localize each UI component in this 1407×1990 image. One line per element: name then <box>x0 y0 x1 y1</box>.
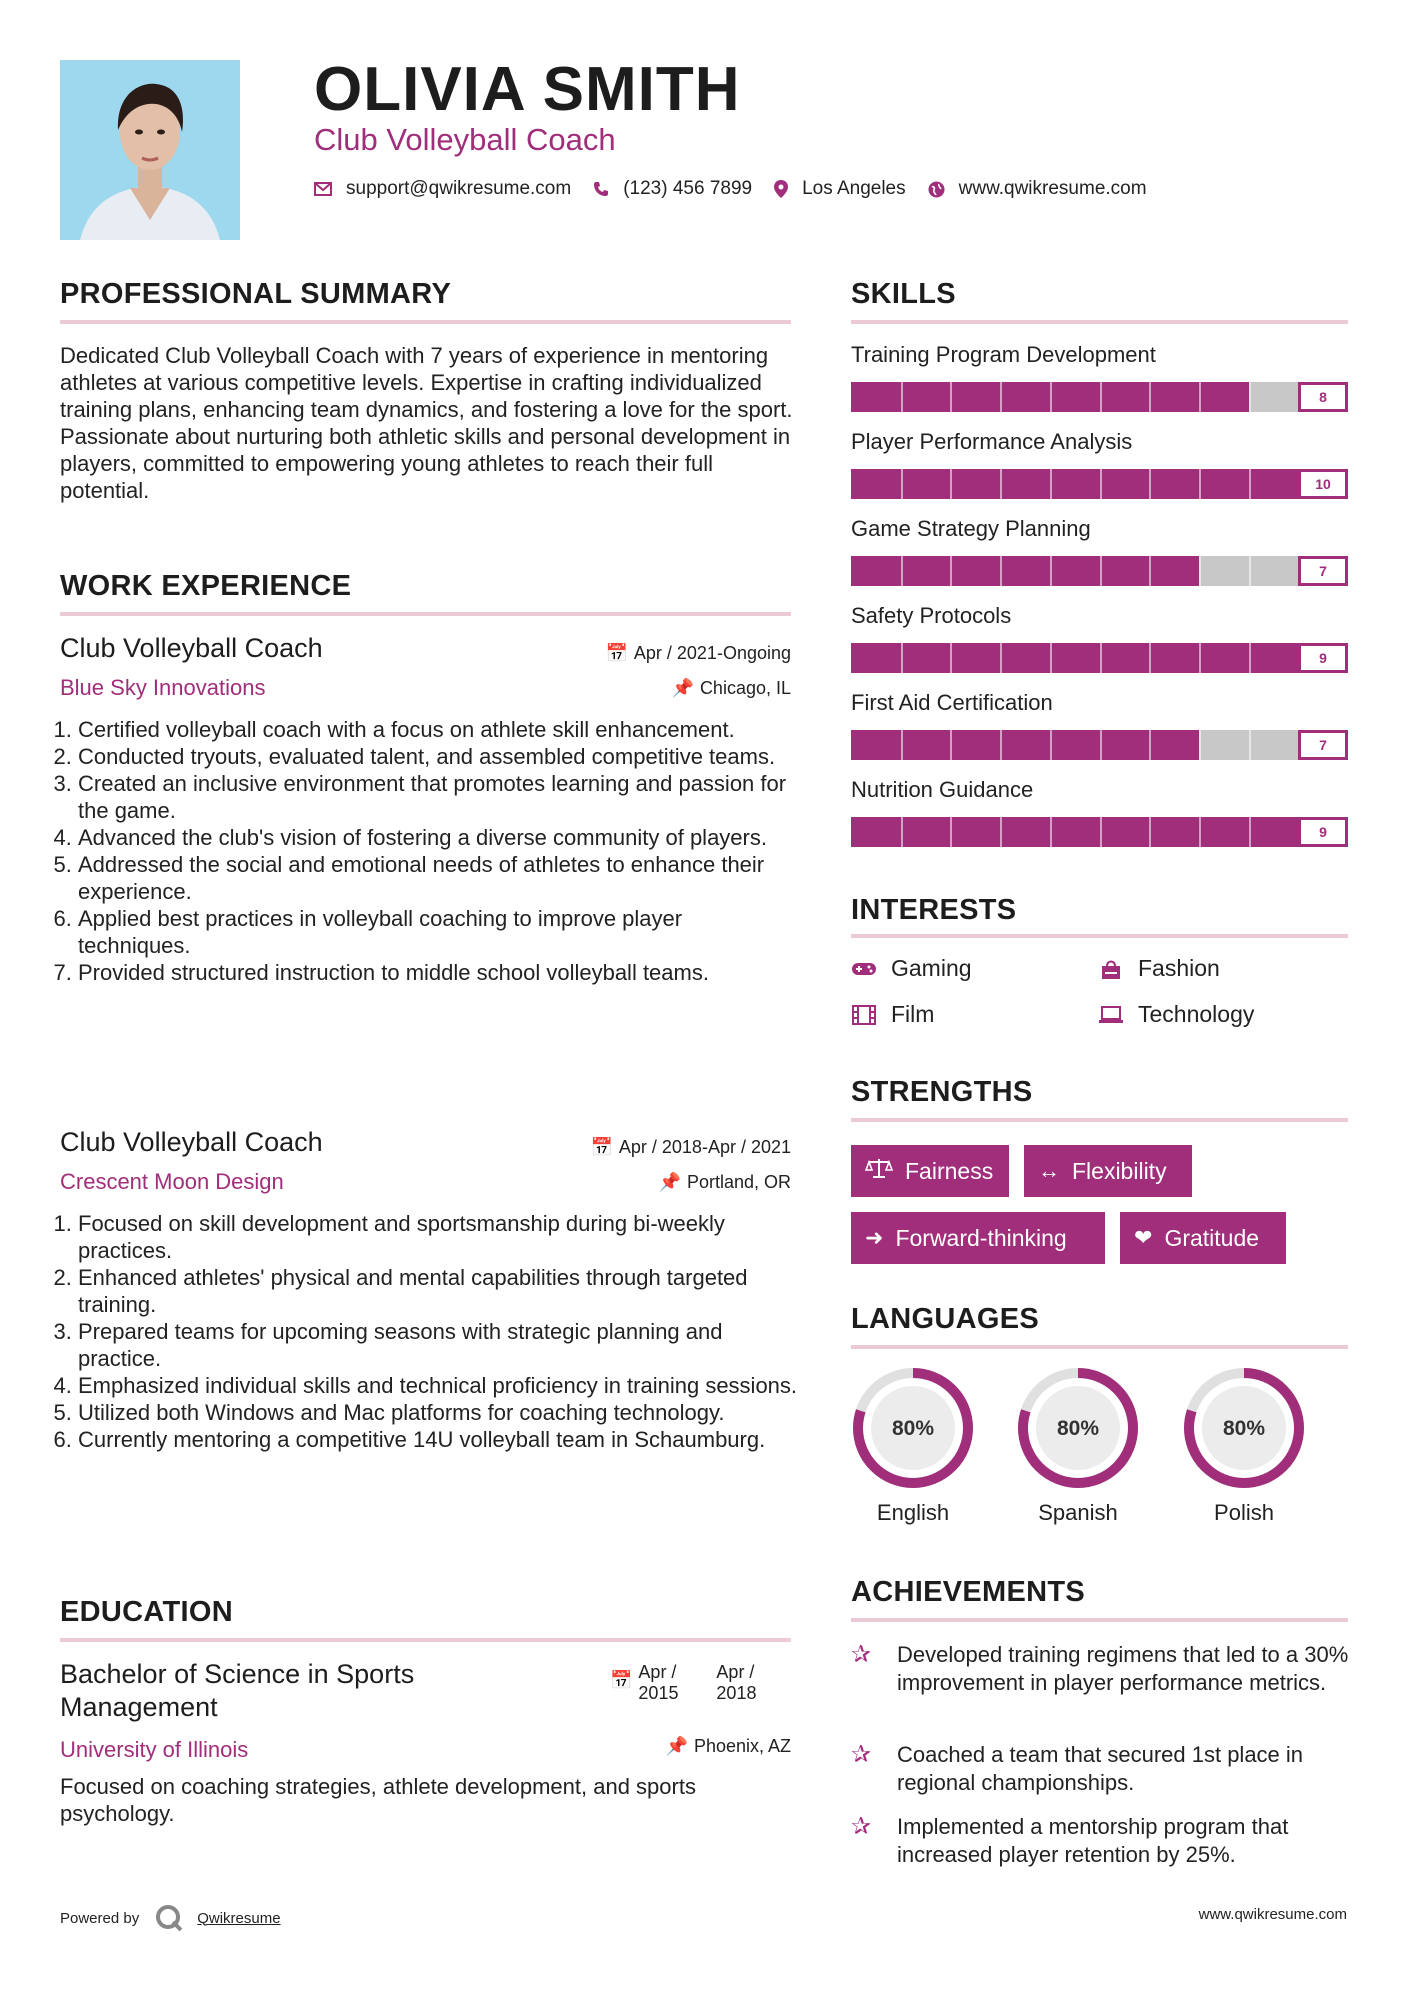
achievement-item <box>851 1813 1351 1869</box>
skill-bar-divider <box>1050 730 1052 760</box>
skill-bar-divider <box>1199 817 1201 847</box>
skill-bar-divider <box>1199 643 1201 673</box>
skill-value: 7 <box>1298 556 1348 586</box>
contact-email[interactable] <box>314 178 571 200</box>
education-degree: Bachelor of Science in Sports Management <box>60 1659 415 1722</box>
language-ring <box>851 1366 975 1490</box>
education-text: Focused on coaching strategies, athlete development, and sports psychology. <box>60 1774 696 1826</box>
skill-label: Game Strategy Planning <box>851 516 1091 541</box>
strengths-title: STRENGTHS <box>851 1076 1033 1108</box>
skills-title: SKILLS <box>851 278 956 310</box>
skill-bar-divider <box>1249 817 1251 847</box>
gamepad-icon <box>851 961 877 977</box>
job-2-duties <box>60 1210 800 1453</box>
job-2-location-text: Portland, OR <box>686 1172 791 1192</box>
languages-divider <box>851 1345 1348 1349</box>
job-1-location <box>672 678 791 699</box>
skill-bar-divider <box>1149 817 1151 847</box>
skill-bar-divider <box>901 556 903 586</box>
interest-label: Fashion <box>1138 955 1220 981</box>
education-start: Apr / 2015 <box>638 1662 679 1703</box>
achievement-text: Coached a team that secured 1st place in regional championships. <box>897 1742 1304 1795</box>
job-2-company: Crescent Moon Design <box>60 1169 284 1194</box>
brand-link[interactable]: Qwikresume <box>197 1909 281 1927</box>
skill-bar-divider <box>1050 643 1052 673</box>
candidate-name: OLIVIA SMITH <box>314 55 741 124</box>
job-2-title: Club Volleyball Coach <box>60 1127 323 1157</box>
skill-bar <box>851 730 1348 760</box>
skill-bar-divider <box>1199 469 1201 499</box>
calendar-icon: 📅 <box>610 1670 633 1690</box>
skill-bar-divider <box>950 556 952 586</box>
language-label: Polish <box>1214 1500 1274 1525</box>
job-2-dates <box>590 1137 791 1158</box>
skill-bar-divider <box>1249 730 1251 760</box>
skill-value: 7 <box>1298 730 1348 760</box>
skill-bar-divider <box>950 382 952 412</box>
experience-title: WORK EXPERIENCE <box>60 570 352 602</box>
star-icon: ✰ <box>851 1813 872 1840</box>
achievement-text: Implemented a mentorship program that increased player retention by 25%. <box>897 1814 1289 1867</box>
strength-label: Forward-thinking <box>895 1224 1067 1251</box>
skill-bar <box>851 643 1348 673</box>
strength-tag-flexibility <box>1024 1145 1192 1197</box>
skill-bar-divider <box>901 730 903 760</box>
pushpin-icon: 📌 <box>671 678 694 698</box>
skill-value: 9 <box>1298 817 1348 847</box>
skill-bar-fill <box>851 817 1298 847</box>
skill-bar-divider <box>1199 730 1201 760</box>
strength-tag-gratitude <box>1120 1212 1286 1264</box>
skill-bar-divider <box>1100 643 1102 673</box>
skill-bar-divider <box>901 382 903 412</box>
skill-bar-divider <box>1050 469 1052 499</box>
arrows-horizontal-icon: ↔ <box>1038 1158 1060 1183</box>
education-location-text: Phoenix, AZ <box>693 1736 791 1756</box>
achievement-text: Developed training regimens that led to a 30% improvement in player performance metrics. <box>897 1642 1349 1695</box>
language-percent: 80% <box>891 1417 935 1440</box>
calendar-icon: 📅 <box>605 643 628 663</box>
skill-bar <box>851 556 1348 586</box>
skill-bar-divider <box>1000 730 1002 760</box>
phone-icon <box>593 181 609 197</box>
list-item: 4. Emphasized individual skills and technical proficiency in training sessions. <box>78 1372 800 1399</box>
skill-bar-divider <box>901 643 903 673</box>
achievements-divider <box>851 1618 1348 1622</box>
interest-technology <box>1098 1001 1254 1028</box>
job-1-dates <box>605 643 791 664</box>
list-item: 5. Addressed the social and emotional needs of athletes to enhance their experience. <box>78 851 800 905</box>
job-1-location-text: Chicago, IL <box>699 678 791 698</box>
profile-photo <box>60 60 240 240</box>
language-label: Spanish <box>1038 1500 1118 1525</box>
contact-location <box>774 178 906 200</box>
skill-bar-divider <box>1249 382 1251 412</box>
skill-bar-divider <box>1149 730 1151 760</box>
star-icon: ✰ <box>851 1641 872 1668</box>
skill-bar-divider <box>901 469 903 499</box>
qwikresume-logo-icon <box>155 1904 183 1932</box>
skill-bar-divider <box>950 817 952 847</box>
list-item: 4. Advanced the club's vision of fostering a diverse community of players. <box>78 824 800 851</box>
strengths-divider <box>851 1118 1348 1122</box>
skill-bar-fill <box>851 556 1199 586</box>
interests-divider <box>851 934 1348 938</box>
skill-bar-divider <box>1100 382 1102 412</box>
language-item <box>851 1366 975 1526</box>
strength-label: Gratitude <box>1164 1224 1260 1251</box>
skill-label: Training Program Development <box>851 342 1156 367</box>
contact-website-text: www.qwikresume.com <box>958 178 1147 199</box>
strength-label: Fairness <box>905 1157 994 1184</box>
film-icon <box>851 1005 877 1025</box>
skill-bar-divider <box>1249 643 1251 673</box>
map-pin-icon <box>774 180 788 198</box>
skill-bar-divider <box>1000 556 1002 586</box>
skill-bar-divider <box>1149 382 1151 412</box>
skill-bar-divider <box>1100 556 1102 586</box>
list-item: 2. Conducted tryouts, evaluated talent, and assembled competitive teams. <box>78 743 800 770</box>
language-item <box>1016 1366 1140 1526</box>
language-item <box>1182 1366 1306 1526</box>
skill-label: Player Performance Analysis <box>851 429 1133 454</box>
skill-bar-divider <box>1000 382 1002 412</box>
skill-bar-divider <box>950 469 952 499</box>
education-divider <box>60 1638 791 1642</box>
interest-label: Film <box>891 1001 935 1027</box>
calendar-icon: 📅 <box>590 1137 613 1157</box>
footer-url[interactable]: www.qwikresume.com <box>1198 1906 1347 1923</box>
skill-label: First Aid Certification <box>851 690 1053 715</box>
contact-email-text: support@qwikresume.com <box>346 178 572 199</box>
skill-bar-fill <box>851 730 1199 760</box>
skill-bar-divider <box>1100 730 1102 760</box>
strength-tag-forward-thinking <box>851 1212 1105 1264</box>
contact-website[interactable] <box>928 178 1147 200</box>
list-item: 7. Provided structured instruction to middle school volleyball teams. <box>78 959 800 986</box>
list-item: 1. Certified volleyball coach with a focus on athlete skill enhancement. <box>78 716 800 743</box>
job-1-title: Club Volleyball Coach <box>60 633 323 663</box>
skill-bar-divider <box>950 730 952 760</box>
interest-label: Gaming <box>891 955 972 981</box>
summary-title: PROFESSIONAL SUMMARY <box>60 278 452 310</box>
education-school: University of Illinois <box>60 1737 249 1762</box>
skill-bar-divider <box>950 643 952 673</box>
contact-phone[interactable] <box>593 178 752 200</box>
summary-divider <box>60 320 791 324</box>
skill-bar <box>851 382 1348 412</box>
summary-text: Dedicated Club Volleyball Coach with 7 years of experience in mentoring athletes at various competitive levels. Expertise in crafting individualized training plans, enhancing team dynamics, and fostering a love for the sport. Passionate about nurturing both athletic skills and personal development in players, committed to empowering young athletes to reach their full potential. <box>60 343 793 503</box>
job-2-location <box>659 1172 791 1193</box>
interest-fashion <box>1098 955 1220 982</box>
powered-by-label: Powered by <box>60 1909 140 1927</box>
star-icon: ✰ <box>851 1741 872 1768</box>
achievements-title: ACHIEVEMENTS <box>851 1576 1086 1608</box>
interests-title: INTERESTS <box>851 894 1017 926</box>
skill-bar <box>851 469 1348 499</box>
list-item: 2. Enhanced athletes' physical and mental capabilities through targeted training. <box>78 1264 800 1318</box>
skill-bar-divider <box>1149 643 1151 673</box>
language-ring <box>1016 1366 1140 1490</box>
skill-bar-divider <box>1050 382 1052 412</box>
experience-divider <box>60 612 791 616</box>
skill-bar-divider <box>1050 817 1052 847</box>
skill-label: Safety Protocols <box>851 603 1012 628</box>
arrow-right-icon: ➜ <box>865 1225 884 1250</box>
footer-powered-by <box>60 1904 281 1932</box>
skill-bar-divider <box>1000 469 1002 499</box>
skill-bar-divider <box>1000 817 1002 847</box>
skill-bar-divider <box>1199 382 1201 412</box>
education-location <box>666 1736 791 1757</box>
globe-icon <box>928 181 945 198</box>
list-item: 6. Currently mentoring a competitive 14U volleyball team in Schaumburg. <box>78 1426 800 1453</box>
job-1-company: Blue Sky Innovations <box>60 675 266 700</box>
list-item: 1. Focused on skill development and sportsmanship during bi-weekly practices. <box>78 1210 800 1264</box>
strength-tag-fairness <box>851 1145 1009 1197</box>
skill-bar-divider <box>1149 469 1151 499</box>
list-item: 6. Applied best practices in volleyball coaching to improve player techniques. <box>78 905 800 959</box>
languages-title: LANGUAGES <box>851 1303 1039 1335</box>
skills-divider <box>851 320 1348 324</box>
skill-bar-divider <box>1050 556 1052 586</box>
job-1-dates-text: Apr / 2021-Ongoing <box>633 643 791 663</box>
strength-label: Flexibility <box>1072 1157 1167 1184</box>
laptop-icon <box>1098 1006 1124 1024</box>
language-label: English <box>876 1500 950 1525</box>
skill-value: 9 <box>1298 643 1348 673</box>
skill-bar-divider <box>1149 556 1151 586</box>
skill-bar-divider <box>1000 643 1002 673</box>
pushpin-icon: 📌 <box>665 1736 688 1756</box>
language-ring <box>1182 1366 1306 1490</box>
job-1-duties <box>60 716 800 986</box>
skill-bar-divider <box>1100 817 1102 847</box>
education-end: Apr / 2018 <box>716 1662 757 1703</box>
job-2-dates-text: Apr / 2018-Apr / 2021 <box>618 1137 791 1157</box>
contact-phone-text: (123) 456 7899 <box>623 178 753 199</box>
skill-bar-divider <box>1199 556 1201 586</box>
pushpin-icon: 📌 <box>658 1172 681 1192</box>
skill-bar-divider <box>901 817 903 847</box>
heart-icon: ❤ <box>1134 1225 1153 1250</box>
skill-value: 10 <box>1298 469 1348 499</box>
candidate-role: Club Volleyball Coach <box>314 122 616 157</box>
skill-value: 8 <box>1298 382 1348 412</box>
envelope-icon <box>314 182 332 196</box>
shopping-bag-icon <box>1098 958 1124 980</box>
interest-label: Technology <box>1138 1001 1255 1027</box>
contact-bar <box>314 178 1169 200</box>
skill-bar-fill <box>851 643 1298 673</box>
language-percent: 80% <box>1056 1417 1100 1440</box>
list-item: 3. Created an inclusive environment that promotes learning and passion for the game. <box>78 770 800 824</box>
achievement-item <box>851 1641 1351 1697</box>
skill-bar <box>851 817 1348 847</box>
list-item: 5. Utilized both Windows and Mac platforms for coaching technology. <box>78 1399 800 1426</box>
skill-bar-divider <box>1100 469 1102 499</box>
balance-scale-icon <box>865 1157 893 1185</box>
skill-label: Nutrition Guidance <box>851 777 1034 802</box>
skill-bar-divider <box>1249 556 1251 586</box>
interest-film <box>851 1001 934 1028</box>
contact-location-text: Los Angeles <box>802 178 906 199</box>
education-title: EDUCATION <box>60 1596 233 1628</box>
list-item: 3. Prepared teams for upcoming seasons with strategic planning and practice. <box>78 1318 800 1372</box>
language-percent: 80% <box>1222 1417 1266 1440</box>
skill-bar-divider <box>1249 469 1251 499</box>
achievement-item <box>851 1741 1351 1797</box>
education-dates <box>610 1662 768 1704</box>
interest-gaming <box>851 955 972 982</box>
